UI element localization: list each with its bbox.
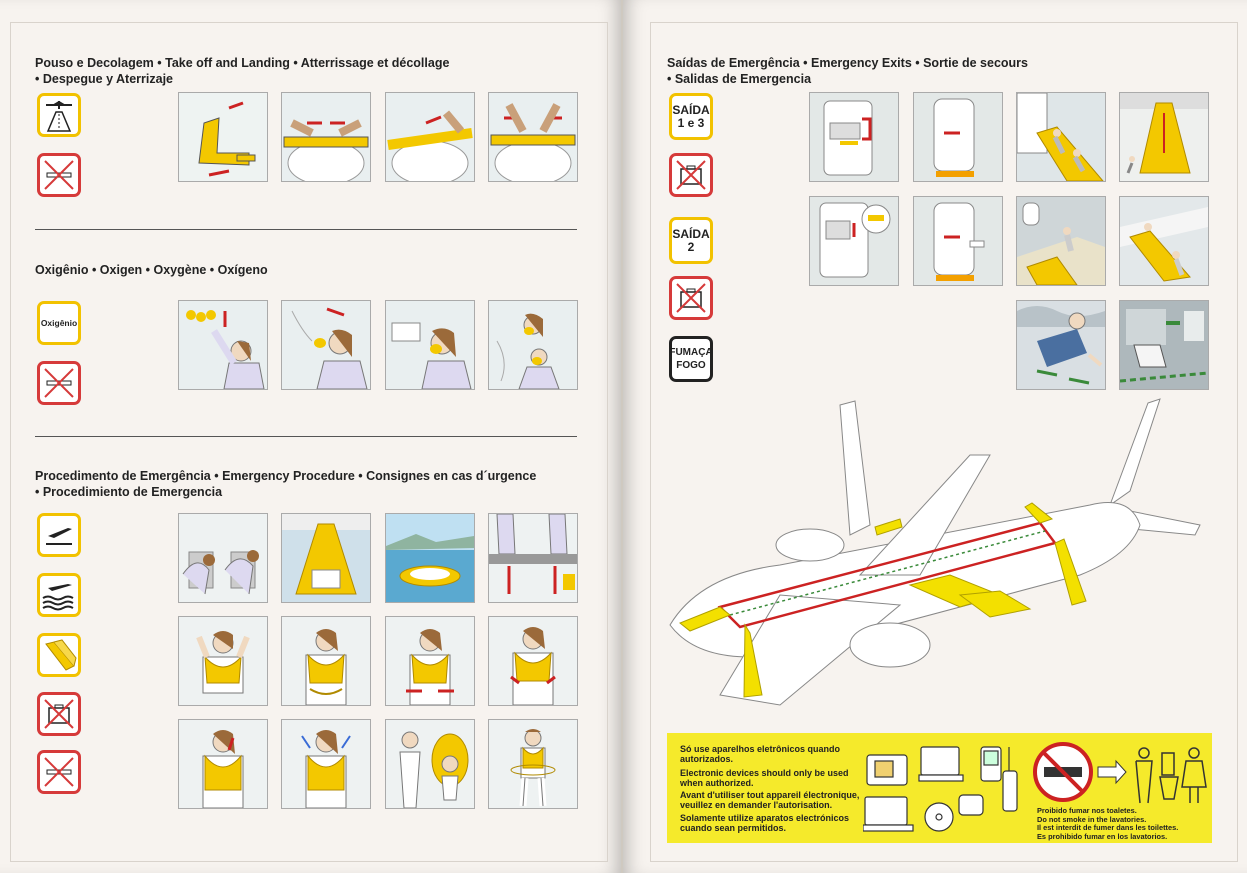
vest-put-on-panel — [178, 616, 268, 706]
overwing-exit-panel — [1016, 196, 1106, 286]
section-divider — [35, 436, 577, 437]
no-baggage-icon — [669, 153, 713, 197]
smoke-notice-pt: Proibido fumar nos toaletes. — [1037, 806, 1137, 815]
no-baggage-icon — [669, 276, 713, 320]
crawl-smoke-panel — [1016, 300, 1106, 390]
aircraft-exit-diagram — [660, 395, 1220, 710]
door-handle-panel — [809, 92, 899, 182]
smoke-notice-fr: Il est interdit de fumer dans les toilettes. — [1037, 823, 1179, 833]
raft-water-panel — [385, 513, 475, 603]
exit-label: SAÍDA — [672, 102, 710, 117]
section-divider — [35, 229, 577, 230]
exit-number: 1 e 3 — [677, 115, 705, 130]
oxygen-label: Oxigênio — [40, 317, 78, 328]
belt-adjust-panel — [385, 92, 475, 182]
vest-tighten-panel — [385, 616, 475, 706]
exit-1-3-icon — [669, 93, 713, 140]
notice-es: Solamente utilize aparatos electrónicos cuando sean permitidos. — [680, 813, 850, 833]
fire-label: FOGO — [676, 360, 706, 371]
notice-pt: Só use aparelhos eletrônicos quando autorizados. — [680, 744, 841, 764]
brace-position-panel — [178, 513, 268, 603]
vest-child-panel — [385, 719, 475, 809]
engine-upper — [776, 529, 844, 561]
seat-upright-panel — [178, 92, 268, 182]
vertical-stabilizer-left — [840, 401, 870, 535]
no-smoking-icon — [37, 361, 81, 405]
section-exits-heading — [667, 55, 1028, 87]
section-takeoff-heading — [35, 55, 449, 87]
no-smoking-icon — [37, 153, 81, 197]
heading-line: • Procedimiento de Emergencia — [35, 485, 223, 499]
exit-number: 2 — [687, 239, 695, 254]
brace-landing-icon — [37, 513, 81, 557]
raft-panel — [281, 513, 371, 603]
vest-tie-panel — [281, 616, 371, 706]
vest-adjust-panel — [488, 616, 578, 706]
smoke-fire-icon — [669, 336, 713, 382]
mask-drop-panel — [178, 300, 268, 390]
electronics-notice — [667, 733, 1212, 843]
slide-deployed-panel — [1119, 92, 1209, 182]
section-oxygen-heading: Oxigênio • Oxigen • Oxygène • Oxígeno — [35, 263, 268, 277]
no-smoking-lavatory-icon — [1032, 739, 1212, 809]
no-smoking-icon — [37, 750, 81, 794]
heading-line: • Salidas de Emergencia — [667, 72, 812, 86]
slide-jump-panel — [1016, 92, 1106, 182]
heading-line: Procedimento de Emergência • Emergency Procedure • Consignes en cas d´urgence — [35, 469, 537, 483]
door2-open-panel — [913, 196, 1003, 286]
section-emergency-heading — [35, 468, 536, 500]
notice-fr: Avant d'utiliser tout appareil électronique, veuillez en demander l'autorisation. — [680, 790, 860, 810]
slide-raft-icon — [37, 633, 81, 677]
vest-mouthpiece-panel — [281, 719, 371, 809]
takeoff-landing-icon — [37, 93, 81, 137]
engine-lower — [850, 623, 930, 667]
belt-fasten-panel — [281, 92, 371, 182]
vest-inflate-panel — [178, 719, 268, 809]
heading-line: Saídas de Emergência • Emergency Exits • Sortie de secours — [667, 56, 1028, 70]
exit-2-icon — [669, 217, 713, 264]
mask-help-child-panel — [488, 300, 578, 390]
electronic-devices-icon — [863, 741, 1033, 839]
mask-pull-panel — [281, 300, 371, 390]
heading-line: Pouso e Decolagem • Take off and Landing • Atterrissage et décollage — [35, 56, 450, 70]
door-open-panel — [913, 92, 1003, 182]
door2-handle-panel — [809, 196, 899, 286]
notice-en: Electronic devices should only be used when authorized. — [680, 768, 849, 788]
exit-label: SAÍDA — [672, 226, 710, 241]
smoke-label: FUMAÇA — [669, 347, 713, 358]
lifevest-under-seat-panel — [488, 513, 578, 603]
heading-line: • Despegue y Aterrizaje — [35, 72, 173, 86]
no-baggage-icon — [37, 692, 81, 736]
smoke-notice-es: Es prohibido fumar en los lavatorios. — [1037, 831, 1168, 841]
vertical-stabilizer-tail — [1110, 399, 1160, 505]
vest-kid-panel — [488, 719, 578, 809]
belt-release-panel — [488, 92, 578, 182]
smoke-notice-en: Do not smoke in the lavatories. — [1037, 814, 1147, 824]
overwing-slide-panel — [1119, 196, 1209, 286]
oxygen-icon — [37, 301, 81, 345]
ditching-icon — [37, 573, 81, 617]
mask-wear-panel — [385, 300, 475, 390]
floor-lights-panel — [1119, 300, 1209, 390]
